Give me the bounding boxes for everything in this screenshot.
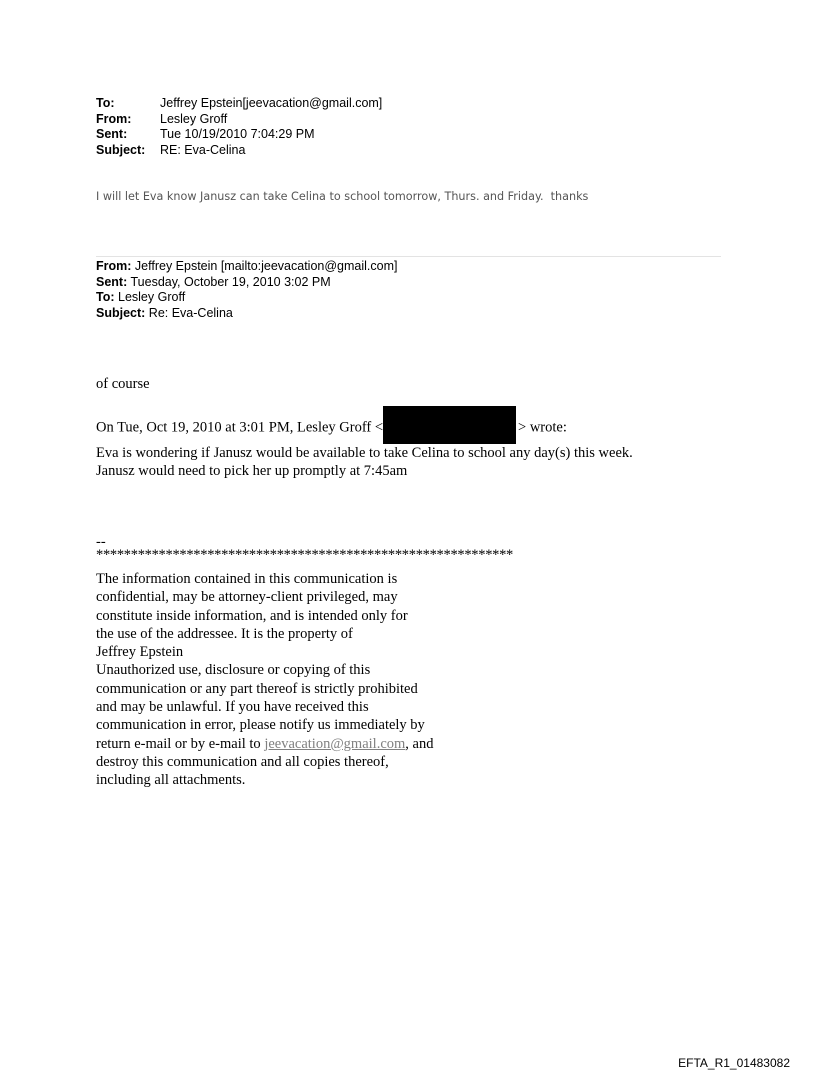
- quote-intro: [96, 409, 567, 447]
- from-value: Lesley Groff: [160, 111, 228, 126]
- quoted-line-1: Eva is wondering if Janusz would be available to take Celina to school any day(s) this week.: [96, 445, 633, 461]
- subject-value: RE: Eva-Celina: [160, 142, 246, 157]
- disclaimer-line-with-link: [96, 735, 476, 753]
- email-link[interactable]: jeevacation@gmail.com: [264, 735, 406, 752]
- signature-stars: ************************************************************: [96, 547, 514, 563]
- disclaimer-text: return e-mail or by e-mail to: [96, 735, 265, 752]
- quoted-message: [96, 444, 633, 481]
- disclaimer-line: confidential, may be attorney-client privileged, may: [96, 589, 398, 606]
- disclaimer-line: Unauthorized use, disclosure or copying of this: [96, 662, 371, 679]
- quoted-sent-value: Tuesday, October 19, 2010 3:02 PM: [130, 274, 331, 289]
- disclaimer-line: and may be unlawful. If you have received this: [96, 699, 369, 716]
- quoted-sent-row: [96, 275, 397, 291]
- disclaimer-line: communication or any part thereof is strictly prohibited: [96, 680, 418, 697]
- to-value: Jeffrey Epstein[jeevacation@gmail.com]: [160, 96, 383, 110]
- to-label: To:: [96, 96, 115, 110]
- disclaimer-line: including all attachments.: [96, 772, 246, 789]
- quoted-sent-label: Sent:: [96, 274, 128, 289]
- disclaimer-line: communication in error, please notify us immediately by: [96, 717, 425, 734]
- email-header: [96, 96, 382, 158]
- redaction-box: [383, 406, 516, 444]
- disclaimer-line: The information contained in this communication is: [96, 571, 398, 587]
- quoted-from-value: Jeffrey Epstein [mailto:jeevacation@gmail.com]: [134, 259, 398, 273]
- disclaimer-line: the use of the addressee. It is the property of: [96, 625, 353, 642]
- sent-label: Sent:: [96, 127, 128, 141]
- quoted-subject-label: Subject:: [96, 305, 146, 320]
- quoted-email-header: [96, 259, 397, 321]
- quoted-to-row: [96, 290, 397, 306]
- header-to-row: [96, 96, 382, 112]
- quote-intro-before: On Tue, Oct 19, 2010 at 3:01 PM, Lesley Groff <: [96, 419, 384, 436]
- quoted-from-label: From:: [96, 259, 132, 273]
- quoted-from-row: [96, 259, 397, 275]
- disclaimer: [96, 570, 476, 790]
- header-from-row: [96, 112, 382, 128]
- disclaimer-text: , and: [405, 735, 434, 752]
- header-sent-row: [96, 127, 382, 143]
- divider: [96, 256, 721, 257]
- quoted-subject-row: [96, 306, 397, 322]
- disclaimer-line: constitute inside information, and is intended only for: [96, 607, 408, 624]
- signature-dash: --: [96, 534, 106, 550]
- disclaimer-line: Jeffrey Epstein: [96, 644, 184, 661]
- quoted-to-label: To:: [96, 290, 115, 304]
- quote-intro-after: > wrote:: [518, 419, 567, 436]
- reply-text: of course: [96, 376, 150, 392]
- subject-label: Subject:: [96, 142, 146, 157]
- email-body: I will let Eva know Janusz can take Celina to school tomorrow, Thurs. and Friday. thanks: [96, 190, 589, 203]
- quoted-subject-value: Re: Eva-Celina: [148, 305, 233, 320]
- quoted-line-2: Janusz would need to pick her up promptly at 7:45am: [96, 463, 408, 480]
- sent-value: Tue 10/19/2010 7:04:29 PM: [160, 127, 315, 141]
- quoted-to-value: Lesley Groff: [118, 290, 186, 304]
- disclaimer-line: destroy this communication and all copies thereof,: [96, 753, 389, 770]
- from-label: From:: [96, 111, 132, 126]
- document-id: EFTA_R1_01483082: [678, 1056, 790, 1070]
- header-subject-row: [96, 143, 382, 159]
